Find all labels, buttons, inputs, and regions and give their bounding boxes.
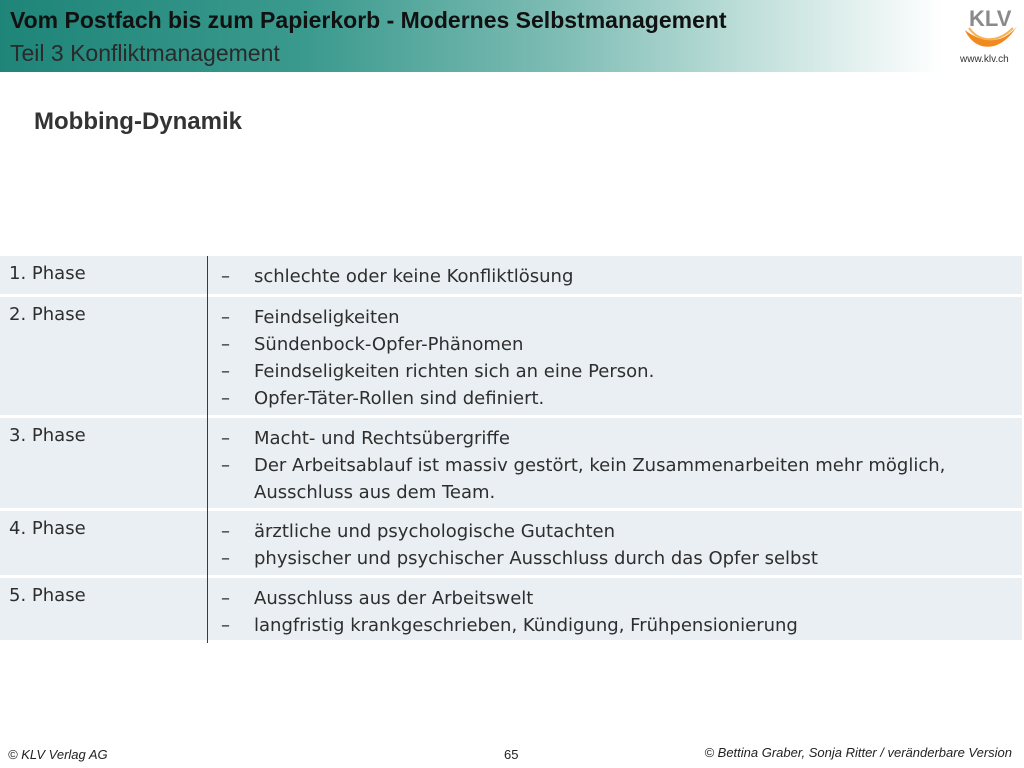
- phase-row: [0, 418, 1022, 511]
- phase-item-text: Feindseligkeiten richten sich an eine Person.: [254, 361, 655, 382]
- phase-items: [221, 304, 1012, 412]
- phase-item: [221, 358, 1012, 385]
- logo-url: www.klv.ch: [960, 54, 1009, 65]
- bullet-dash: –: [221, 266, 230, 287]
- bullet-dash: –: [221, 307, 230, 328]
- bullet-dash: –: [221, 334, 230, 355]
- phase-label: 5. Phase: [9, 585, 86, 606]
- bullet-dash: –: [221, 588, 230, 609]
- phase-label: 1. Phase: [9, 263, 86, 284]
- footer-copyright: © KLV Verlag AG: [8, 747, 108, 762]
- phase-item: [221, 425, 1012, 452]
- phase-item-text: Ausschluss aus der Arbeitswelt: [254, 588, 534, 609]
- phase-row: [0, 256, 1022, 297]
- phase-items: [221, 425, 1012, 506]
- phase-item: [221, 385, 1012, 412]
- phase-items: [221, 263, 1012, 290]
- page-number: 65: [504, 747, 519, 762]
- phase-item: [221, 304, 1012, 331]
- bullet-dash: –: [221, 455, 230, 476]
- bullet-dash: –: [221, 428, 230, 449]
- phase-row: [0, 578, 1022, 643]
- bullet-dash: –: [221, 388, 230, 409]
- phase-label: 4. Phase: [9, 518, 86, 539]
- logo-text: KLV: [969, 6, 1012, 31]
- footer-authors: © Bettina Graber, Sonja Ritter / veränderbare Version: [704, 745, 1012, 760]
- phase-item: [221, 585, 1012, 612]
- bullet-dash: –: [221, 361, 230, 382]
- phase-row: [0, 511, 1022, 578]
- section-title: Mobbing-Dynamik: [34, 108, 242, 135]
- phase-item: [221, 612, 1012, 639]
- phase-item-text: ärztliche und psychologische Gutachten: [254, 521, 615, 542]
- bullet-dash: –: [221, 521, 230, 542]
- phase-items: [221, 585, 1012, 639]
- phase-item-text: schlechte oder keine Konfliktlösung: [254, 266, 574, 287]
- klv-logo: [955, 2, 1023, 70]
- bullet-dash: –: [221, 548, 230, 569]
- phase-row: [0, 297, 1022, 418]
- phase-item: [221, 452, 1012, 506]
- phase-item-text: Macht- und Rechtsübergriffe: [254, 428, 510, 449]
- presentation-title: Vom Postfach bis zum Papierkorb - Modernes Selbstmanagement: [10, 7, 727, 33]
- phase-table: [0, 256, 1022, 643]
- phase-item-text: Sündenbock-Opfer-Phänomen: [254, 334, 524, 355]
- phase-label: 3. Phase: [9, 425, 86, 446]
- phase-item-text: Der Arbeitsablauf ist massiv gestört, kein Zusammenarbeiten mehr möglich, Ausschluss aus dem Team.: [254, 455, 946, 503]
- presentation-subtitle: Teil 3 Konfliktmanagement: [10, 40, 280, 66]
- bullet-dash: –: [221, 615, 230, 636]
- phase-item: [221, 331, 1012, 358]
- phase-items: [221, 518, 1012, 572]
- phase-item: [221, 518, 1012, 545]
- header-banner: [0, 0, 1024, 72]
- phase-item: [221, 263, 1012, 290]
- phase-item-text: physischer und psychischer Ausschluss durch das Opfer selbst: [254, 548, 818, 569]
- phase-label: 2. Phase: [9, 304, 86, 325]
- logo-swoosh-icon: [963, 24, 1019, 54]
- phase-item: [221, 545, 1012, 572]
- column-divider: [207, 256, 208, 643]
- phase-item-text: langfristig krankgeschrieben, Kündigung, Frühpensionierung: [254, 615, 798, 636]
- phase-item-text: Feindseligkeiten: [254, 307, 400, 328]
- phase-item-text: Opfer-Täter-Rollen sind definiert.: [254, 388, 545, 409]
